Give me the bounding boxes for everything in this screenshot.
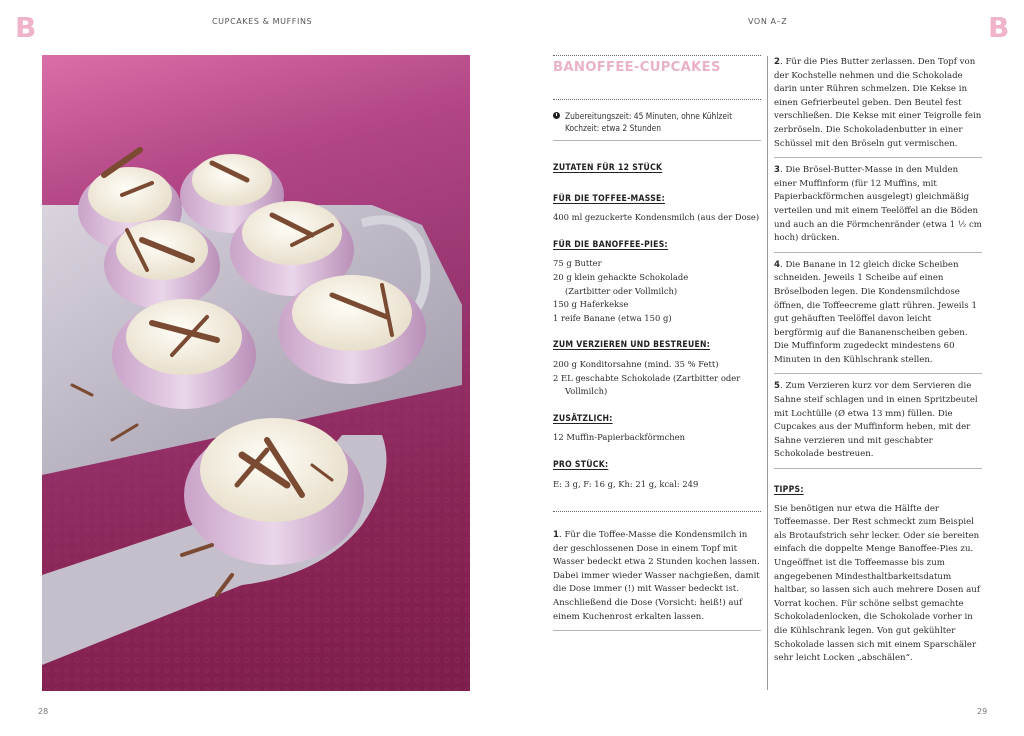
clock-icon [553, 112, 560, 119]
cook-time: Kochzeit: etwa 2 Stunden [565, 123, 662, 133]
ingredient-list-additional [553, 431, 761, 445]
recipe-ingredients-column [553, 55, 761, 631]
ingredient: 200 g Konditorsahne (mind. 35 % Fett) [553, 358, 719, 369]
step-4 [774, 253, 982, 374]
cupcakes-illustration [42, 55, 470, 691]
running-head-left: CUPCAKES & MUFFINS [212, 17, 313, 26]
running-head-right: VON A–Z [748, 17, 788, 26]
ingredient-list-decoration [553, 358, 761, 399]
section-heading-nutrition: PRO STÜCK: [553, 458, 609, 469]
step-number: 2 [774, 57, 780, 67]
step-2 [774, 55, 982, 157]
tips-text: Sie benötigen nur etwa die Hälfte der Toffeemasse. Der Rest schmeckt zum Beispiel als Brotaufstrich sehr lecker. Oder sie bereiten einfach die doppelte Menge Banoffee-Pies zu. Ungeöffnet ist die Toffeemasse bis zum angegebenen Mindesthaltbarkeitsdatum haltbar, so lassen sich auch mehrere Dosen auf Vorrat kochen. Für schöne selbst gemachte Schokoladenlocken, die Schokolade vorher in die Kühlschrank legen. Von gut gekühlter Schokolade lassen sich mit einem Sparschäler sehr leicht Locken „abschälen“. [774, 503, 981, 664]
section-heading-additional: ZUSÄTZLICH: [553, 412, 613, 423]
alphabet-tab-letter-right: B [988, 11, 1010, 44]
recipe-title: BANOFFEE-CUPCAKES [553, 60, 721, 75]
step-number: 3 [774, 165, 780, 176]
prep-time-block [553, 100, 761, 140]
step-text: . Für die Pies Butter zerlassen. Den Topf von der Kochstelle nehmen und die Schokolade darin unter Rühren schmelzen. Die Kekse in einen Gefrierbeutel geben. Den Beutel fest verschließen. Die Kekse mit einer Teigrolle fein zerbröseln. Die Schokoladenbutter in einer Schüssel mit den Bröseln gut vermischen. [774, 57, 982, 149]
ingredient: (Zartbitter oder Vollmilch) [565, 285, 678, 296]
divider [553, 630, 761, 631]
servings-heading: ZUTATEN FÜR 12 STÜCK [553, 162, 663, 172]
tips-heading: TIPPS: [774, 484, 804, 495]
ingredient: 75 g Butter [553, 258, 602, 269]
section-heading-decoration: ZUM VERZIEREN UND BESTREUEN: [553, 339, 711, 350]
step-3 [774, 158, 982, 252]
page-number-right: 29 [977, 707, 988, 716]
recipe-steps-column [774, 55, 982, 666]
nutrition-values: E: 3 g, F: 16 g, Kh: 21 g, kcal: 249 [553, 478, 699, 489]
ingredient-list-toffee [553, 211, 761, 225]
section-heading-toffee: FÜR DIE TOFFEE-MASSE: [553, 192, 665, 203]
step-number: 5 [774, 381, 780, 392]
step-5 [774, 374, 982, 468]
alphabet-tab-letter-left: B [15, 11, 37, 44]
ingredient: Vollmilch) [565, 386, 608, 397]
ingredient: 2 EL geschabte Schokolade (Zartbitter oder [553, 372, 741, 383]
ingredient: 150 g Haferkekse [553, 299, 629, 310]
step-text: . Die Brösel-Butter-Masse in den Mulden einer Muffinform (für 12 Muffins, mit Papierbackförmchen ausgelegt) gleichmäßig verteilen und mit einem Teelöffel an die Böden und auch an die Förmchenränder (etwa 1 ½ cm hoch) drücken. [774, 165, 982, 244]
section-heading-pies: FÜR DIE BANOFFEE-PIES: [553, 238, 668, 249]
divider [774, 468, 982, 469]
ingredient: 12 Muffin-Papierbackförmchen [553, 432, 686, 443]
page-number-left: 28 [38, 707, 49, 716]
step-1 [553, 512, 761, 630]
ingredient: 400 ml gezuckerte Kondensmilch (aus der Dose) [553, 212, 760, 223]
column-divider [767, 56, 768, 690]
step-text: . Für die Toffee-Masse die Kondensmilch in der geschlossenen Dose in einem Topf mit Wasser bedeckt etwa 2 Stunden kochen lassen. Dabei immer wieder Wasser nachgießen, damit die Dose immer (!) mit Wasser bedeckt ist. Anschließend die Dose (Vorsicht: heiß!) auf einem Kuchenrost erkalten lassen. [553, 530, 760, 622]
divider [553, 140, 761, 141]
prep-time: Zubereitungszeit: 45 Minuten, ohne Kühlzeit [565, 111, 733, 121]
step-number: 4 [774, 259, 780, 270]
nutrition-info [553, 478, 761, 492]
step-text: . Zum Verzieren kurz vor dem Servieren die Sahne steif schlagen und in einen Spritzbeutel mit Lochtülle (Ø etwa 13 mm) füllen. Die Cupcakes aus der Muffinform heben, mit der Sahne verzieren und mit geschabter Schokolade bestreuen. [774, 381, 978, 460]
ingredient-list-pies [553, 257, 761, 325]
step-text: . Die Banane in 12 gleich dicke Scheiben schneiden. Jeweils 1 Scheibe auf einen Bröselboden legen. Die Kondensmilchdose öffnen, die Toffeecreme glatt rühren. Jeweils 1 gut gehäuften Teelöffel davon leicht bergförmig auf die Bananenscheiben geben. Die Muffinform zugedeckt mindestens 60 Minuten in den Kühlschrank stellen. [774, 259, 977, 365]
ingredient: 1 reife Banane (etwa 150 g) [553, 312, 672, 323]
step-number: 1 [553, 530, 559, 541]
ingredient: 20 g klein gehackte Schokolade [553, 271, 689, 282]
recipe-photo [42, 55, 470, 691]
